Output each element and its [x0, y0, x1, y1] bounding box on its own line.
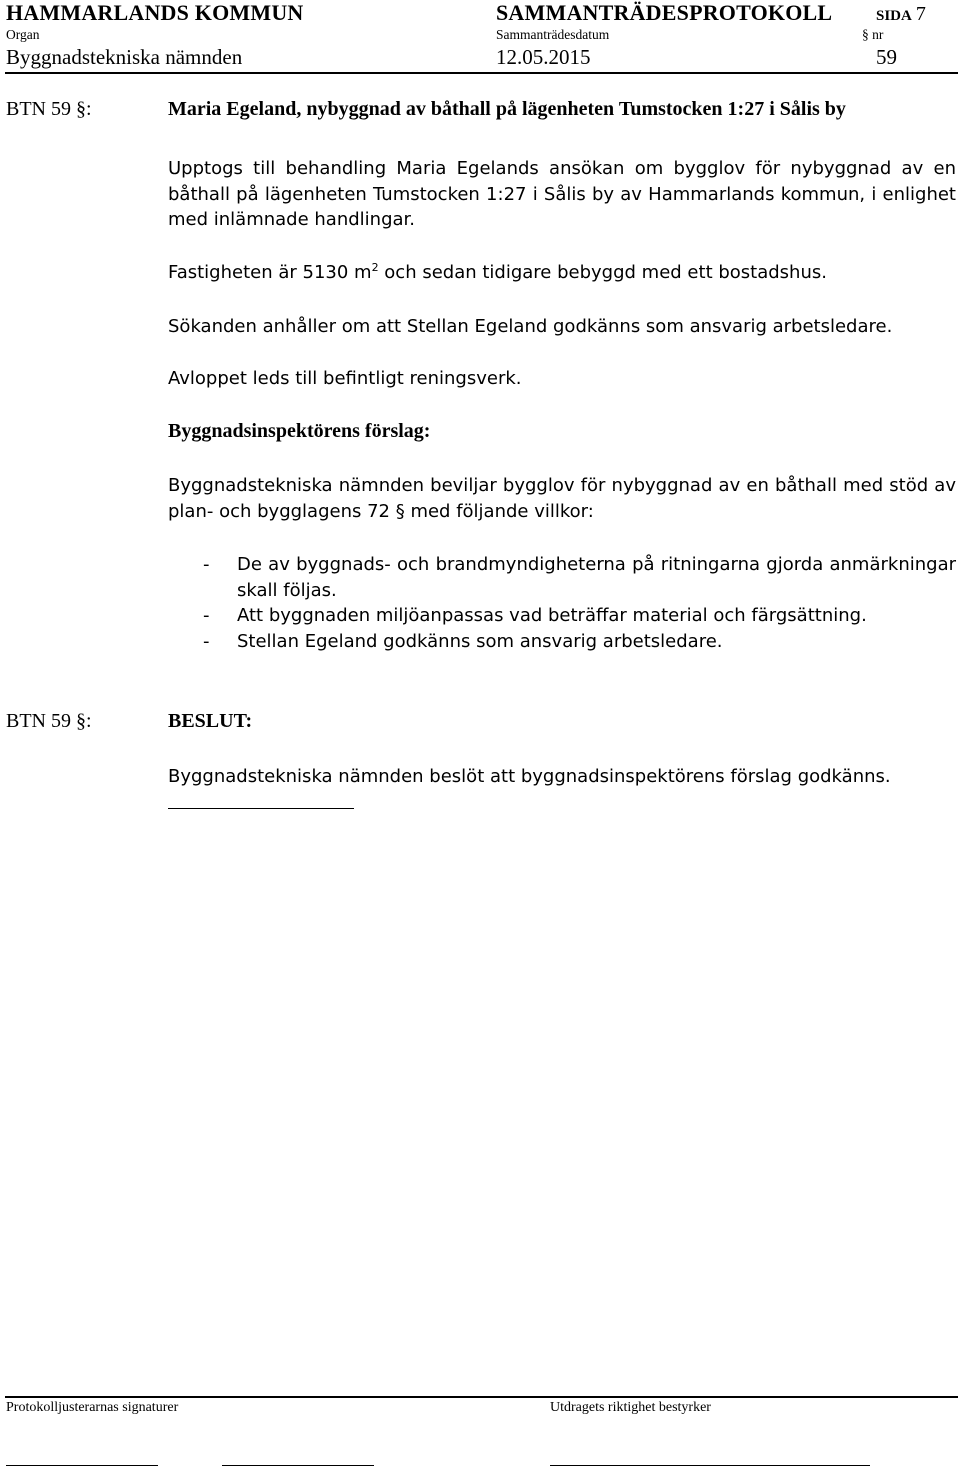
section-number-label: § nr: [862, 27, 884, 42]
footer-divider: [5, 1396, 958, 1398]
decision-paragraph: Byggnadstekniska nämnden beslöt att byggnadsinspektörens förslag godkänns.: [168, 766, 891, 787]
condition-text: Att byggnaden miljöanpassas vad beträffar material och färgsättning.: [237, 605, 867, 626]
condition-item: [203, 552, 956, 603]
protocol-title: SAMMANTRÄDESPROTOKOLL: [496, 0, 833, 25]
meeting-date-value: 12.05.2015: [496, 45, 591, 69]
page-label: SIDA: [876, 8, 912, 24]
section-title: Maria Egeland, nybyggnad av båthall på lägenheten Tumstocken 1:27 i Sålis by: [168, 98, 846, 120]
condition-text: De av byggnads- och brandmyndigheterna på ritningarna gjorda anmärkningar skall följas.: [237, 554, 956, 601]
conditions-list: [203, 552, 956, 654]
decision-section-label: BTN 59 §:: [6, 710, 92, 732]
condition-item: [203, 603, 956, 629]
decision-end-rule: [168, 808, 354, 809]
page-indicator: [876, 3, 926, 26]
proposal-paragraph: Byggnadstekniska nämnden beviljar bygglov för nybyggnad av en båthall med stöd av plan- och bygglagens 72 § med följande villkor:: [168, 475, 956, 522]
list-dash: -: [203, 554, 210, 575]
decision-heading: BESLUT:: [168, 710, 253, 732]
area-paragraph: [168, 260, 956, 286]
section-number-value: 59: [876, 45, 897, 69]
certification-label: Utdragets riktighet bestyrker: [550, 1400, 711, 1415]
header-divider: [5, 72, 958, 74]
organ-value: Byggnadstekniska nämnden: [6, 45, 243, 69]
section-label: BTN 59 §:: [6, 98, 92, 120]
applicant-paragraph: Sökanden anhåller om att Stellan Egeland godkänns som ansvarig arbetsledare.: [168, 316, 893, 337]
proposal-heading: Byggnadsinspektörens förslag:: [168, 420, 431, 442]
organ-label: Organ: [6, 27, 40, 42]
area-text-post: och sedan tidigare bebyggd med ett bostadshus.: [378, 262, 827, 283]
drain-paragraph: Avloppet leds till befintligt reningsverk.: [168, 368, 522, 389]
condition-item: [203, 629, 956, 655]
meeting-date-label: Sammanträdesdatum: [496, 27, 610, 42]
certification-signature-line[interactable]: [550, 1465, 870, 1466]
signatures-label: Protokolljusterarnas signaturer: [6, 1400, 179, 1415]
municipality-name: HAMMARLANDS KOMMUN: [6, 0, 304, 25]
intro-paragraph: Upptogs till behandling Maria Egelands ansökan om bygglov för nybyggnad av en båthall på lägenheten Tumstocken 1:27 i Sålis by av Hammarlands kommun, i enlighet med inlämnade handlingar.: [168, 158, 956, 230]
area-text-pre: Fastigheten är 5130 m: [168, 262, 372, 283]
condition-text: Stellan Egeland godkänns som ansvarig arbetsledare.: [237, 630, 723, 652]
signature-line[interactable]: [222, 1465, 374, 1466]
signature-line[interactable]: [6, 1465, 158, 1466]
area-superscript: 2: [371, 261, 379, 274]
list-dash: -: [203, 630, 210, 652]
page-number: 7: [915, 3, 926, 25]
list-dash: -: [203, 605, 210, 626]
